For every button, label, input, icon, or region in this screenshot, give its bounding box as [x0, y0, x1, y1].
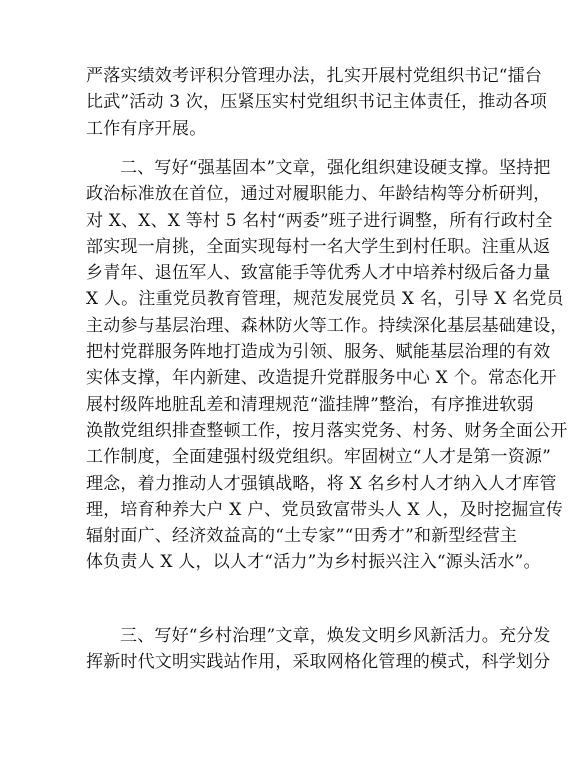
text-line: 实体支撑，年内新建、改造提升党群服务中心 X 个。常态化开	[86, 368, 557, 389]
text-line: 主动参与基层治理、森林防火等工作。持续深化基层基础建设，	[86, 315, 568, 336]
text-line: 挥新时代文明实践站作用，采取网格化管理的模式，科学划分	[86, 652, 551, 673]
text-line: 部实现一肩挑，全面实现每村一名大学生到村任职。注重从返	[86, 236, 551, 257]
paragraph-continuation	[86, 63, 548, 142]
text-line: 理念，着力推动人才强镇战略，将 X 名乡村人才纳入人才库管	[86, 473, 557, 494]
text-line: 对 X、X、X 等村 5 名村“两委”班子进行调整，所有行政村全	[86, 210, 553, 231]
text-line: 乡青年、退伍军人、致富能手等优秀人才中培养村级后备力量	[86, 263, 551, 284]
text-line: 严落实绩效考评积分管理办法，扎实开展村党组织书记“擂台	[86, 66, 543, 86]
text-line: 工作制度，全面建强村级党组织。牢固树立“人才是第一资源”	[86, 447, 551, 468]
text-line: 政治标准放在首位，通过对履职能力、年龄结构等分析研判，	[86, 184, 551, 205]
text-line: 展村级阵地脏乱差和清理规范“滥挂牌”整治，有序推进软弱	[86, 394, 534, 415]
paragraph-section-three	[86, 623, 551, 676]
text-line: 工作有序开展。	[86, 118, 207, 139]
text-line: 理，培育种养大户 X 户、党员致富带头人 X 人，及时挖掘宣传	[86, 499, 564, 520]
text-line: 辐射面广、经济效益高的“土专家”“田秀才”和新型经营主	[86, 526, 518, 547]
text-line: 体负责人 X 人，以人才“活力”为乡村振兴注入“源头活水”。	[86, 552, 541, 573]
text-line: 比武”活动 3 次，压紧压实村党组织书记主体责任，推动各项	[86, 92, 548, 113]
paragraph-section-two	[86, 155, 568, 576]
section-heading-line: 三、写好“乡村治理”文章，焕发文明乡风新活力。充分发	[120, 626, 551, 646]
section-heading-line: 二、写好“强基固本”文章，强化组织建设硬支撑。坚持把	[120, 158, 551, 178]
text-line: 把村党群服务阵地打造成为引领、服务、赋能基层治理的有效	[86, 342, 551, 363]
text-line: 涣散党组织排查整顿工作，按月落实党务、村务、财务全面公开	[86, 420, 568, 441]
text-line: X 人。注重党员教育管理，规范发展党员 X 名，引导 X 名党员	[86, 289, 564, 310]
